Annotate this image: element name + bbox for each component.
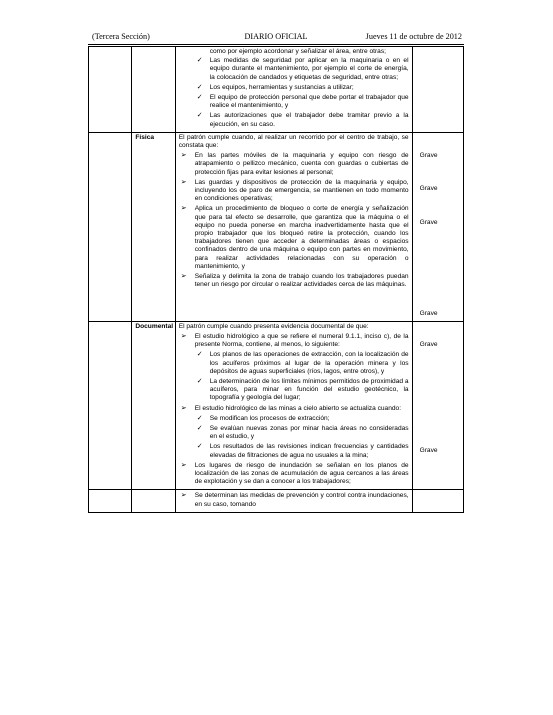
evidence-type: Documental: [132, 321, 175, 490]
list-item: ➢ Los lugares de riesgo de inundación se señalan en los planos de localización de las zonas de acumulación de agua cercanos a las áreas de explotación y se dan a conocer a los trabajadores;: [180, 461, 409, 486]
list-item: ➢ Aplica un procedimiento de bloqueo o corte de energía y señalización que para tal efecto se desarrolle, que garantiza que la máquina o el equipo no pueda ponerse en marcha inadvertidamente hasta que el propio trabajador que los bloqueó retire la protección, cuando los trabajadores tienen que acceder a determinadas áreas o espacios confinados dentro de una máquina o equipo con partes en movimiento, para realizar actividades relacionadas con su operación o mantenimiento, y: [180, 205, 409, 270]
list-item: ➢ En las partes móviles de la maquinaria y equipo con riesgo de atrapamiento o pellizco mecánico, cuenta con guardas o cubiertas de protección fijas para evitar lesiones al personal;: [180, 152, 409, 176]
arrow-bullet-icon: ➢: [180, 273, 187, 281]
publication-title: DIARIO OFICIAL: [244, 32, 308, 41]
severity-label: Grave: [419, 309, 438, 317]
table-row: [89, 47, 464, 133]
cell-blank: [89, 490, 132, 512]
list-item: ✓ El equipo de protección personal que debe portar el trabajador que realice el mantenimiento, y: [196, 94, 409, 110]
cell-blank: [89, 132, 132, 321]
list-item: ➢ Señaliza y delimita la zona de trabajo cuando los trabajadores puedan tener un riesgo por circular o realizar actividades cerca de las máquinas.: [180, 273, 409, 289]
list-item: ✓ Los planos de las operaciones de extracción, con la localización de los acuíferos próximos al lugar de la operación minera y los depósitos de aguas superficiales (ríos, lagos, entre otros), y: [196, 351, 409, 375]
list-item: ✓ Las autorizaciones que el trabajador debe tramitar previo a la ejecución, en su caso.: [196, 112, 409, 128]
list-item: ✓ Se evalúan nuevas zonas por minar hacia áreas no consideradas en el estudio, y: [196, 425, 409, 441]
arrow-bullet-icon: ➢: [180, 152, 187, 160]
cell-criteria: [175, 132, 412, 321]
severity-label: Grave: [419, 184, 438, 192]
arrow-bullet-icon: ➢: [180, 461, 187, 469]
severity-label: Grave: [419, 218, 438, 226]
arrow-bullet-icon: ➢: [180, 205, 187, 213]
cell-severity: [412, 47, 463, 133]
check-bullet-icon: ✓: [196, 414, 203, 422]
list-item: ➢ El estudio hidrológico de las minas a cielo abierto se actualiza cuando:: [180, 404, 402, 412]
list-item: ✓ Las medidas de seguridad por aplicar en la maquinaria o en el equipo durante el mantenimiento, por ejemplo el corte de energía, la colocación de candados y etiquetas de seguridad, entre otras;: [196, 57, 409, 81]
cell-severity: [412, 132, 463, 321]
cell-criteria: [175, 47, 412, 133]
check-bullet-icon: ✓: [196, 94, 203, 102]
page-header: [88, 30, 464, 44]
check-bullet-icon: ✓: [196, 83, 203, 91]
criteria-intro: El patrón cumple cuando presenta evidencia documental de que:: [178, 322, 369, 330]
arrow-bullet-icon: ➢: [180, 492, 187, 500]
cell-blank: [89, 47, 132, 133]
verification-table: [88, 46, 464, 513]
cell-blank: [89, 321, 132, 490]
severity-label: Grave: [419, 446, 438, 454]
cell-criteria: [175, 321, 412, 490]
cell-severity: [412, 321, 463, 490]
arrow-bullet-icon: ➢: [180, 333, 187, 341]
cell-type: [132, 47, 175, 133]
list-item: ➢ Las guardas y dispositivos de protección de la maquinaria y equipo, incluyendo los de paro de emergencia, se mantienen en todo momento en condiciones operativas;: [180, 178, 409, 203]
table-row: [89, 321, 464, 490]
list-item: ✓ Los equipos, herramientas y sustancias a utilizar;: [196, 83, 354, 91]
cell-severity: [412, 490, 463, 512]
criteria-intro: El patrón cumple cuando, al realizar un recorrido por el centro de trabajo, se constata que:: [178, 133, 409, 150]
publication-date: Jueves 11 de octubre de 2012: [365, 32, 462, 41]
table-row: [89, 490, 464, 512]
check-bullet-icon: ✓: [196, 351, 203, 359]
evidence-type: Física: [132, 132, 175, 321]
check-bullet-icon: ✓: [196, 57, 203, 65]
arrow-bullet-icon: ➢: [180, 178, 187, 186]
header-rule: [88, 44, 464, 45]
severity-label: Grave: [419, 151, 438, 159]
check-bullet-icon: ✓: [196, 378, 203, 386]
list-item: ➢ El estudio hidrológico a que se refiere el numeral 9.1.1, inciso c), de la presente Norma, contiene, al menos, lo siguiente:: [180, 333, 409, 349]
check-bullet-icon: ✓: [196, 425, 203, 433]
check-bullet-icon: ✓: [196, 443, 203, 451]
list-item: ➢ Se determinan las medidas de prevención y control contra inundaciones, en su caso, tomando: [180, 492, 409, 508]
cell-criteria: [175, 490, 412, 512]
table-row: [89, 132, 464, 321]
list-item: ✓ Se modifican los procesos de extracción;: [196, 414, 330, 422]
cell-type: [132, 490, 175, 512]
section-label: (Tercera Sección): [92, 32, 150, 41]
continued-text: como por ejemplo acordonar y señalizar el área, entre otras;: [209, 48, 386, 55]
arrow-bullet-icon: ➢: [180, 404, 187, 412]
list-item: ✓ La determinación de los límites mínimos permitidos de proximidad a acuíferos, para minar en función del estudio geotécnico, la topografía y geología del lugar;: [196, 378, 409, 402]
check-bullet-icon: ✓: [196, 112, 203, 120]
list-item: ✓ Los resultados de las revisiones indican frecuencias y cantidades elevadas de filtraciones de agua no usuales a la mina;: [196, 443, 409, 459]
severity-label: Grave: [419, 340, 438, 348]
